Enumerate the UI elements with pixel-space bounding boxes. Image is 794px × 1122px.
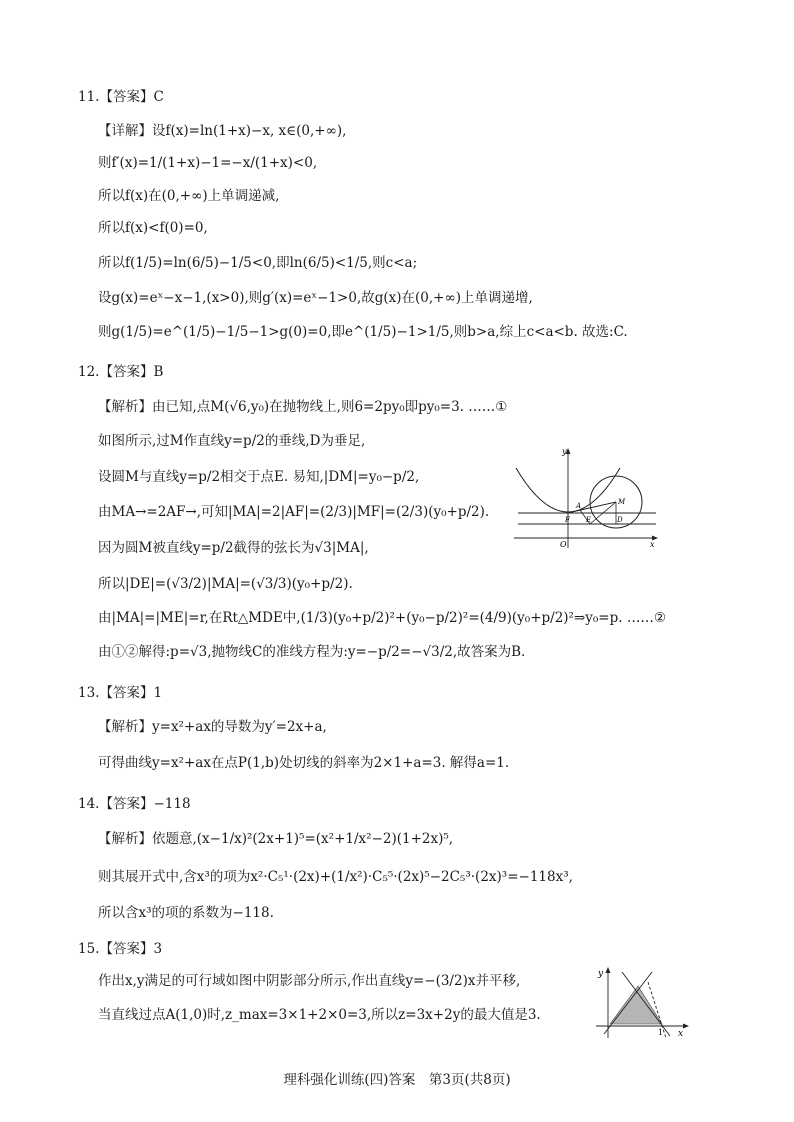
q14-line-1: 【解析】依题意,(x−1/x)²(2x+1)⁵=(x²+1/x²−2)(1+2x)⁵, (98, 831, 454, 847)
feasible-region-figure (592, 964, 692, 1040)
q14-line-3: 所以含x³的项的系数为−118. (98, 905, 274, 921)
q11-line-2: 则f′(x)=1/(1+x)−1=−x/(1+x)<0, (98, 155, 318, 171)
fig12-label-A: A (576, 502, 582, 510)
q14-header: 14.【答案】−118 (78, 796, 191, 812)
q15-header: 15.【答案】3 (78, 941, 163, 957)
fig15-label-y: y (598, 969, 604, 979)
fig12-label-O: O (560, 540, 567, 549)
fig12-label-M: M (618, 498, 626, 506)
q13-header: 13.【答案】1 (78, 685, 163, 701)
q12-line-6: 所以|DE|=(√3/2)|MA|=(√3/3)(y₀+p/2). (98, 576, 353, 592)
q12-line-1: 【解析】由已知,点M(√6,y₀)在抛物线上,则6=2py₀即py₀=3. ……① (98, 399, 508, 415)
fig15-label-x: x (678, 1029, 684, 1039)
q11-line-4: 所以f(x)<f(0)=0, (98, 220, 208, 236)
parabola-circle-figure (510, 446, 660, 550)
fig12-label-D: D (617, 516, 623, 524)
fig15-label-one: 1 (658, 1028, 664, 1037)
q12-line-8: 由①②解得:p=√3,抛物线C的准线方程为:y=−p/2=−√3/2,故答案为B. (98, 644, 526, 660)
q11-line-6: 设g(x)=eˣ−x−1,(x>0),则g′(x)=eˣ−1>0,故g(x)在(0,+∞)上单调递增, (98, 290, 533, 306)
q15-line-1: 作出x,y满足的可行域如图中阴影部分所示,作出直线y=−(3/2)x并平移, (98, 973, 521, 989)
fig12-label-E: E (586, 516, 592, 524)
q11-line-1: 【详解】设f(x)=ln(1+x)−x, x∈(0,+∞), (98, 123, 347, 139)
q12-line-4: 由MA→=2AF→,可知|MA|=2|AF|=(2/3)|MF|=(2/3)(y₀+p/2). (98, 504, 490, 520)
q13-line-2: 可得曲线y=x²+ax在点P(1,b)处切线的斜率为2×1+a=3. 解得a=1. (98, 755, 510, 771)
q15-line-2: 当直线过点A(1,0)时,z_max=3×1+2×0=3,所以z=3x+2y的最大值是3. (98, 1007, 541, 1023)
q14-line-2: 则其展开式中,含x³的项为x²·C₅¹·(2x)+(1/x²)·C₅⁵·(2x)⁵−2C₅³·(2x)³=−118x³, (98, 869, 573, 885)
q12-line-2: 如图所示,过M作直线y=p/2的垂线,D为垂足, (98, 433, 366, 449)
page-footer: 理科强化训练(四)答案 第3页(共8页) (283, 1072, 511, 1088)
q12-line-3: 设圆M与直线y=p/2相交于点E. 易知,|DM|=y₀−p/2, (98, 469, 420, 485)
q11-line-5: 所以f(1/5)=ln(6/5)−1/5<0,即ln(6/5)<1/5,则c<a; (98, 255, 418, 271)
q12-line-7: 由|MA|=|ME|=r,在Rt△MDE中,(1/3)(y₀+p/2)²+(y₀−p/2)²=(4/9)(y₀+p/2)²⇒y₀=p. ……② (98, 610, 666, 626)
fig12-label-x: x (650, 540, 655, 549)
q12-header: 12.【答案】B (78, 364, 164, 380)
fig12-label-y: y (562, 447, 567, 456)
fig12-label-F: F (565, 516, 570, 524)
q11-header: 11.【答案】C (78, 89, 164, 105)
q12-line-5: 因为圆M被直线y=p/2截得的弦长为√3|MA|, (98, 540, 369, 556)
q11-line-3: 所以f(x)在(0,+∞)上单调递减, (98, 188, 280, 204)
q13-line-1: 【解析】y=x²+ax的导数为y′=2x+a, (98, 719, 327, 735)
q11-line-7: 则g(1/5)=e^(1/5)−1/5−1>g(0)=0,即e^(1/5)−1>1/5,则b>a,综上c<a<b. 故选:C. (98, 324, 628, 340)
